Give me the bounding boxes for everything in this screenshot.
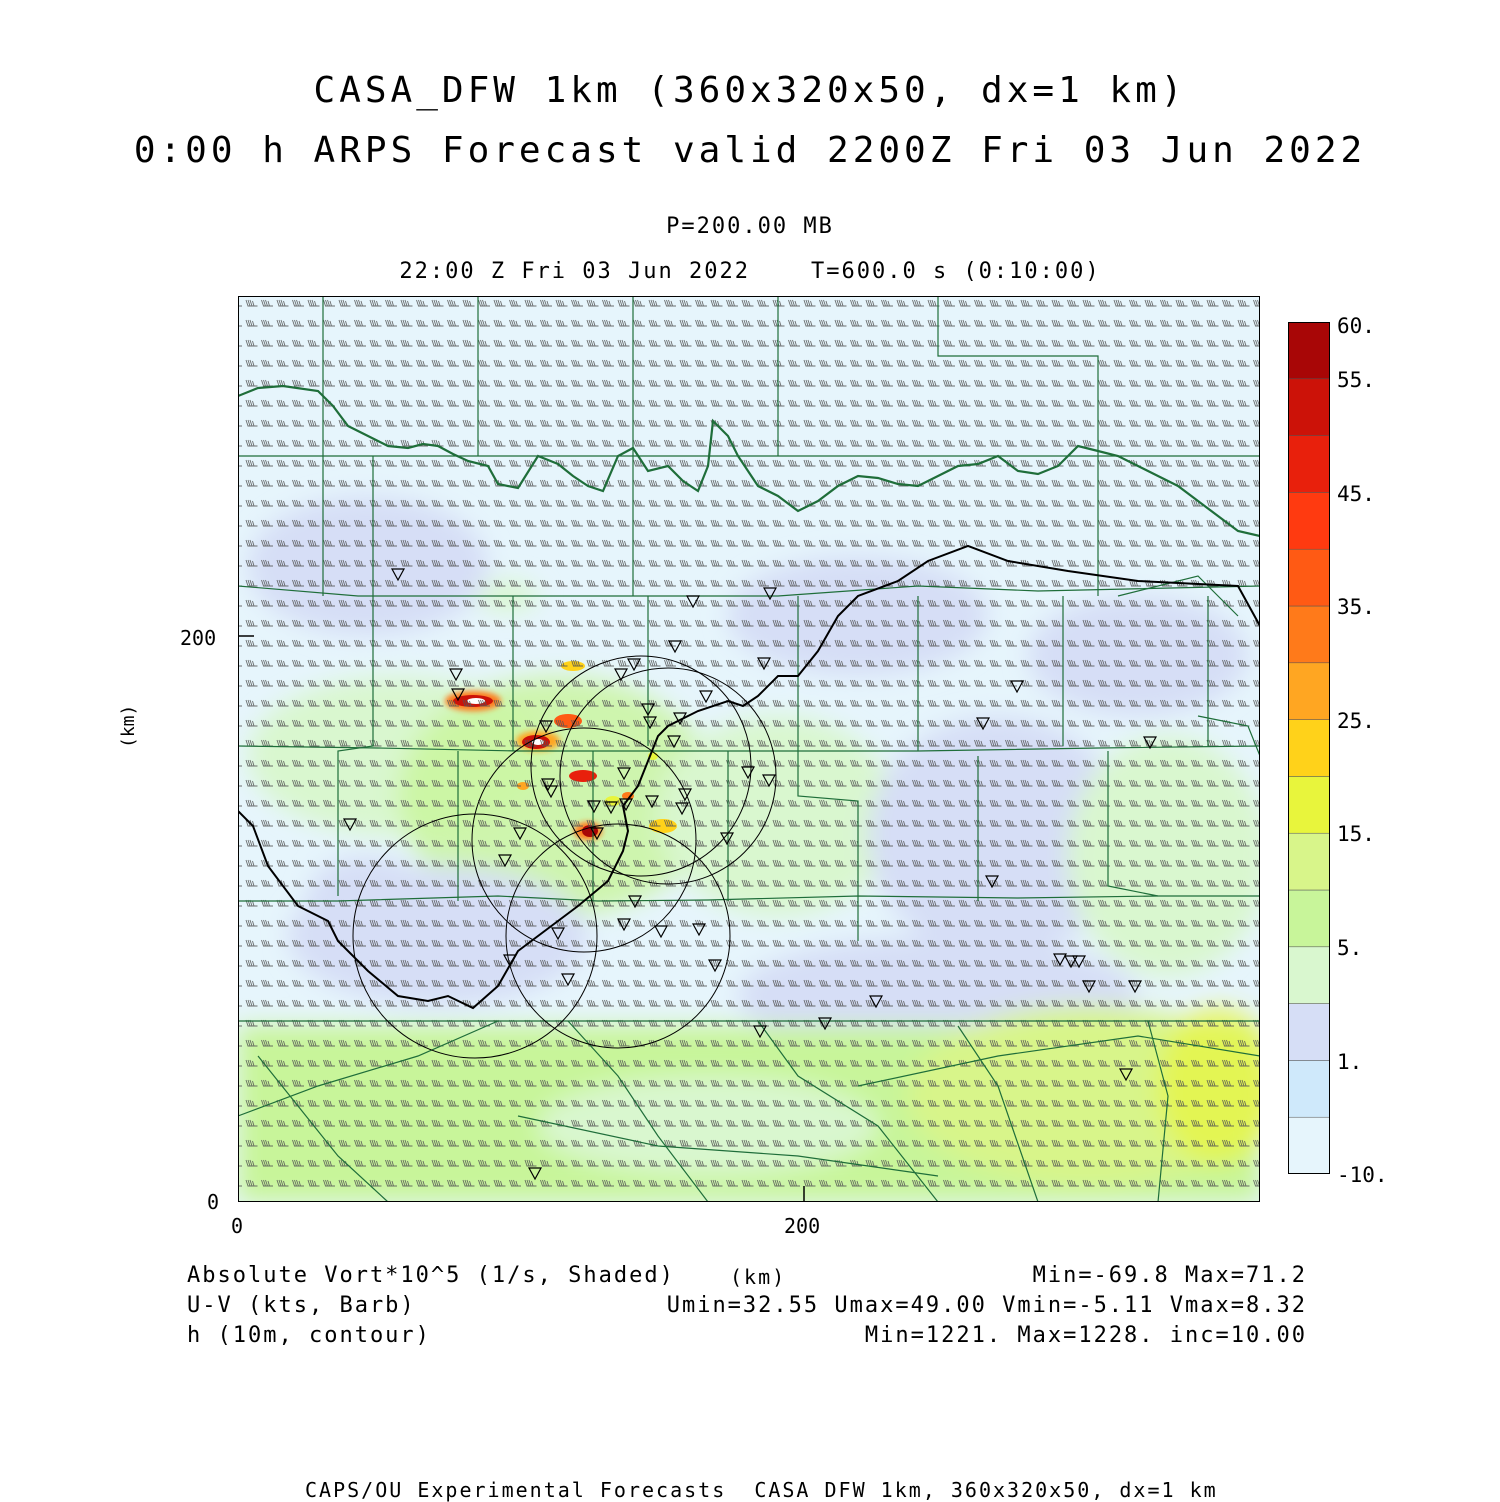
colorbar-label-35: 35. [1337, 595, 1375, 619]
legend-stats-wind: Umin=32.55 Umax=49.00 Vmin=-5.11 Vmax=8.32 [666, 1293, 1307, 1318]
title-line-2: 0:00 h ARPS Forecast valid 2200Z Fri 03 Jun 2022 [133, 130, 1367, 171]
colorbar-box [1288, 436, 1330, 493]
colorbar-label-15: 15. [1337, 822, 1375, 846]
colorbar-box [1288, 549, 1330, 606]
colorbar-box [1288, 1117, 1330, 1174]
colorbar-label-60: 60. [1337, 314, 1375, 338]
y-tick-0: 0 [207, 1190, 220, 1214]
colorbar-box [1288, 1060, 1330, 1117]
footer-credit: CAPS/OU Experimental Forecasts CASA DFW 1km, 360x320x50, dx=1 km [305, 1478, 1218, 1502]
pressure-level: P=200.00 MB [666, 214, 834, 239]
y-axis-label: (km) [118, 704, 139, 748]
legend-field-vorticity: Absolute Vort*10^5 (1/s, Shaded) [187, 1263, 675, 1288]
y-tick-200: 200 [180, 626, 217, 650]
colorbar-box [1288, 720, 1330, 777]
colorbar-label-minus10: -10. [1337, 1163, 1388, 1187]
colorbar-box [1288, 1004, 1330, 1061]
x-tick-200: 200 [784, 1214, 821, 1238]
colorbar-box [1288, 663, 1330, 720]
title-line-1: CASA_DFW 1km (360x320x50, dx=1 km) [313, 70, 1187, 111]
map-plot [238, 296, 1260, 1202]
colorbar-box [1288, 322, 1330, 379]
legend-stats-vorticity: Min=-69.8 Max=71.2 [1032, 1263, 1307, 1288]
colorbar-box [1288, 776, 1330, 833]
x-tick-0: 0 [231, 1214, 244, 1238]
colorbar-box [1288, 492, 1330, 549]
colorbar-box [1288, 606, 1330, 663]
colorbar-label-55: 55. [1337, 368, 1375, 392]
colorbar-box [1288, 379, 1330, 436]
colorbar-label-25: 25. [1337, 709, 1375, 733]
colorbar [1288, 322, 1330, 1174]
legend-stats-height: Min=1221. Max=1228. inc=10.00 [864, 1323, 1307, 1348]
colorbar-label-5: 5. [1337, 936, 1363, 960]
legend-field-height: h (10m, contour) [187, 1323, 431, 1348]
colorbar-label-45: 45. [1337, 482, 1375, 506]
colorbar-box [1288, 890, 1330, 947]
colorbar-box [1288, 947, 1330, 1004]
valid-time: 22:00 Z Fri 03 Jun 2022 T=600.0 s (0:10:00) [399, 259, 1101, 284]
colorbar-label-1: 1. [1337, 1050, 1363, 1074]
colorbar-box [1288, 833, 1330, 890]
x-axis-label: (km) [730, 1265, 787, 1289]
legend-field-wind: U-V (kts, Barb) [187, 1293, 416, 1318]
